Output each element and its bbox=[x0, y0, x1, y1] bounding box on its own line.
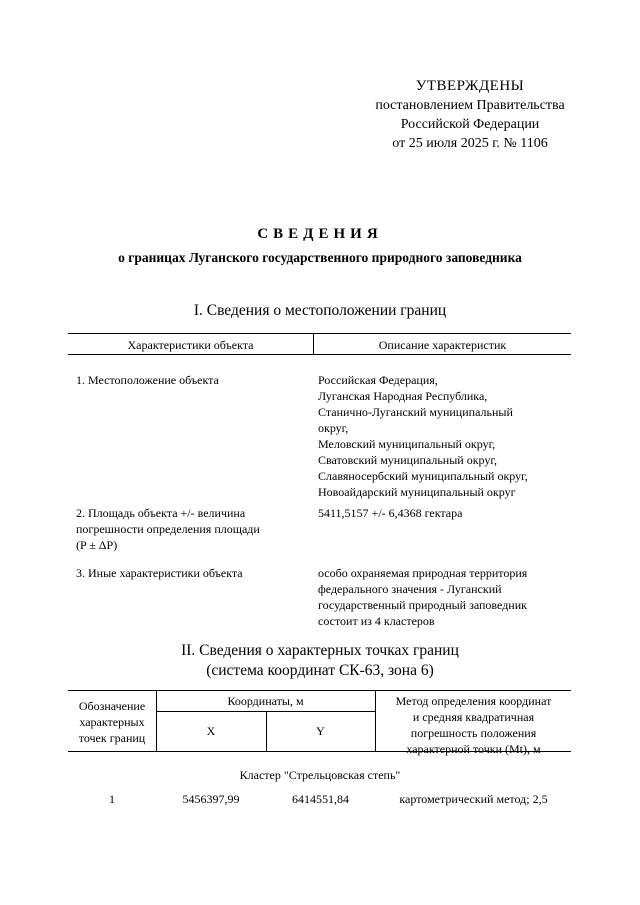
row-value-line: Российская Федерация, bbox=[318, 373, 438, 387]
table2-method-value: картометрический метод; 2,5 bbox=[399, 792, 548, 806]
table2-header-method bbox=[376, 693, 571, 757]
table1-row-value bbox=[318, 565, 568, 629]
row-label-line: 1. Местоположение объекта bbox=[76, 373, 219, 387]
table2-y-value: 6414551,84 bbox=[292, 792, 349, 806]
row-value-line: Луганская Народная Республика, bbox=[318, 389, 488, 403]
row-value-line: федерального значения - Луганский bbox=[318, 582, 502, 596]
table2-header-point bbox=[68, 698, 156, 746]
table1-row-label bbox=[76, 372, 306, 388]
approval-block bbox=[340, 78, 600, 153]
approval-title: УТВЕРЖДЕНЫ bbox=[415, 78, 525, 94]
header-line: и средняя квадратичная bbox=[412, 710, 535, 724]
header-line: точек границ bbox=[78, 731, 146, 745]
table1-header-border bbox=[68, 354, 571, 355]
header-line: характерной точки (Mt), м bbox=[406, 742, 541, 756]
table1-row-value bbox=[318, 505, 568, 521]
table2-x-value: 5456397,99 bbox=[182, 792, 240, 806]
table2-header-y: Y bbox=[316, 724, 325, 738]
row-value-line: Меловский муниципальный округ, bbox=[318, 437, 496, 451]
header-line: Обозначение bbox=[78, 699, 146, 713]
header-line: погрешность положения bbox=[410, 726, 537, 740]
table2-header-x: X bbox=[206, 724, 216, 738]
table2-top-border bbox=[68, 690, 571, 691]
document-subtitle: о границах Луганского государственного природного заповедника bbox=[118, 250, 522, 265]
row-value-line: Новоайдарский муниципальный округ bbox=[318, 485, 516, 499]
table1-header-characteristics: Характеристики объекта bbox=[127, 338, 254, 352]
table1-row-label bbox=[76, 565, 306, 581]
row-value-line: 5411,5157 +/- 6,4368 гектара bbox=[318, 506, 463, 520]
row-label-line: 3. Иные характеристики объекта bbox=[76, 566, 243, 580]
section1-heading: I. Сведения о местоположении границ bbox=[193, 302, 447, 319]
approval-date-line: от 25 июля 2025 г. № 1106 bbox=[392, 136, 548, 151]
row-value-line: округ, bbox=[318, 421, 349, 435]
table2-header-coordinates: Координаты, м bbox=[227, 694, 304, 708]
approval-line: Российской Федерации bbox=[400, 117, 540, 132]
section2-heading-line: (система координат СК-63, зона 6) bbox=[206, 662, 434, 679]
header-line: Метод определения координат bbox=[395, 694, 552, 708]
table1-top-border bbox=[68, 333, 571, 334]
table1-row-value bbox=[318, 372, 568, 500]
row-value-line: особо охраняемая природная территория bbox=[318, 566, 528, 580]
row-value-line: состоит из 4 кластеров bbox=[318, 614, 435, 628]
row-label-line: погрешности определения площади bbox=[76, 522, 260, 536]
row-value-line: Сватовский муниципальный округ, bbox=[318, 453, 497, 467]
table1-row-label bbox=[76, 505, 306, 553]
row-value-line: государственный природный заповедник bbox=[318, 598, 527, 612]
row-label-line: (P ± ΔP) bbox=[76, 538, 118, 552]
row-value-line: Станично-Луганский муниципальный bbox=[318, 405, 513, 419]
table2-point-number: 1 bbox=[109, 792, 115, 806]
row-value-line: Славяносербский муниципальный округ, bbox=[318, 469, 528, 483]
section2-heading bbox=[0, 641, 640, 681]
section2-heading-line: II. Сведения о характерных точках границ bbox=[181, 642, 459, 659]
header-line: характерных bbox=[79, 715, 145, 729]
approval-line: постановлением Правительства bbox=[375, 98, 565, 113]
document-title: СВЕДЕНИЯ bbox=[257, 226, 383, 242]
cluster-name: Кластер "Стрельцовская степь" bbox=[239, 768, 401, 782]
table1-header-description: Описание характеристик bbox=[378, 338, 507, 352]
row-label-line: 2. Площадь объекта +/- величина bbox=[76, 506, 246, 520]
